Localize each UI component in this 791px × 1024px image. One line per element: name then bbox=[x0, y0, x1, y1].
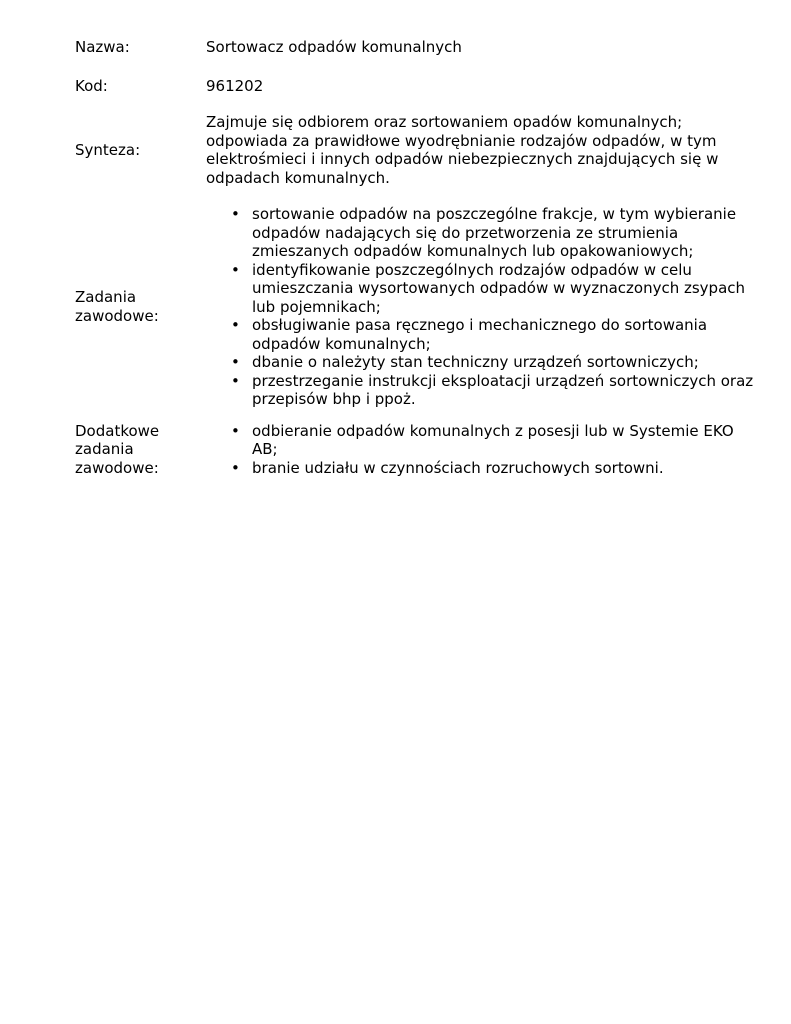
name-row bbox=[75, 38, 755, 57]
list-item bbox=[231, 421, 755, 459]
code-row bbox=[75, 77, 755, 96]
list-item bbox=[231, 260, 755, 317]
task-text: przestrzeganie instrukcji eksploatacji urządzeń sortowniczych oraz przepisów bhp i ppoż. bbox=[252, 371, 754, 408]
additional-task-text: odbieranie odpadów komunalnych z posesji lub w Systemie EKO AB; bbox=[252, 421, 734, 458]
synthesis-row bbox=[75, 113, 755, 187]
task-text: identyfikowanie poszczególnych rodzajów odpadów w celu umieszczania wysortowanych odpadów w wyznaczonych zsypach lub pojemnikach; bbox=[252, 260, 746, 316]
tasks-value bbox=[206, 205, 755, 409]
list-item bbox=[231, 205, 755, 261]
list-item bbox=[231, 458, 755, 478]
tasks-row bbox=[75, 205, 755, 409]
tasks-list bbox=[206, 205, 755, 409]
task-text: dbanie o należyty stan techniczny urządzeń sortowniczych; bbox=[252, 353, 699, 371]
list-item bbox=[231, 316, 755, 353]
additional-tasks-value bbox=[206, 422, 755, 478]
task-text: obsługiwanie pasa ręcznego i mechanicznego do sortowania odpadów komunalnych; bbox=[252, 316, 708, 353]
additional-tasks-row bbox=[75, 422, 755, 478]
additional-tasks-list bbox=[206, 422, 755, 478]
synthesis-value: Zajmuje się odbiorem oraz sortowaniem opadów komunalnych; odpowiada za prawidłowe wyodrębnianie rodzajów odpadów, w tym elektrośmieci i innych odpadów niebezpiecznych znajdujących się w odpadach komunalnych. bbox=[206, 113, 719, 187]
code-label: Kod: bbox=[75, 76, 108, 95]
task-text: sortowanie odpadów na poszczególne frakcje, w tym wybieranie odpadów nadających się do przetworzenia ze strumienia zmieszanych odpadów komunalnych lub opakowaniowych; bbox=[252, 205, 737, 260]
additional-task-text: branie udziału w czynnościach rozruchowych sortowni. bbox=[252, 458, 664, 477]
bullet: • bbox=[231, 353, 240, 371]
bullet: • bbox=[231, 205, 240, 223]
bullet: • bbox=[231, 458, 240, 477]
list-item bbox=[231, 353, 755, 372]
bullet: • bbox=[231, 316, 240, 334]
additional-tasks-label: Dodatkowe zadania zawodowe: bbox=[75, 421, 160, 477]
tasks-label: Zadania zawodowe: bbox=[75, 288, 159, 325]
code-value: 961202 bbox=[206, 76, 264, 95]
list-item bbox=[231, 371, 755, 409]
bullet: • bbox=[231, 260, 240, 279]
bullet: • bbox=[231, 371, 240, 390]
name-value: Sortowacz odpadów komunalnych bbox=[206, 38, 462, 56]
name-label: Nazwa: bbox=[75, 38, 130, 56]
synthesis-label: Synteza: bbox=[75, 140, 141, 159]
bullet: • bbox=[231, 421, 240, 440]
